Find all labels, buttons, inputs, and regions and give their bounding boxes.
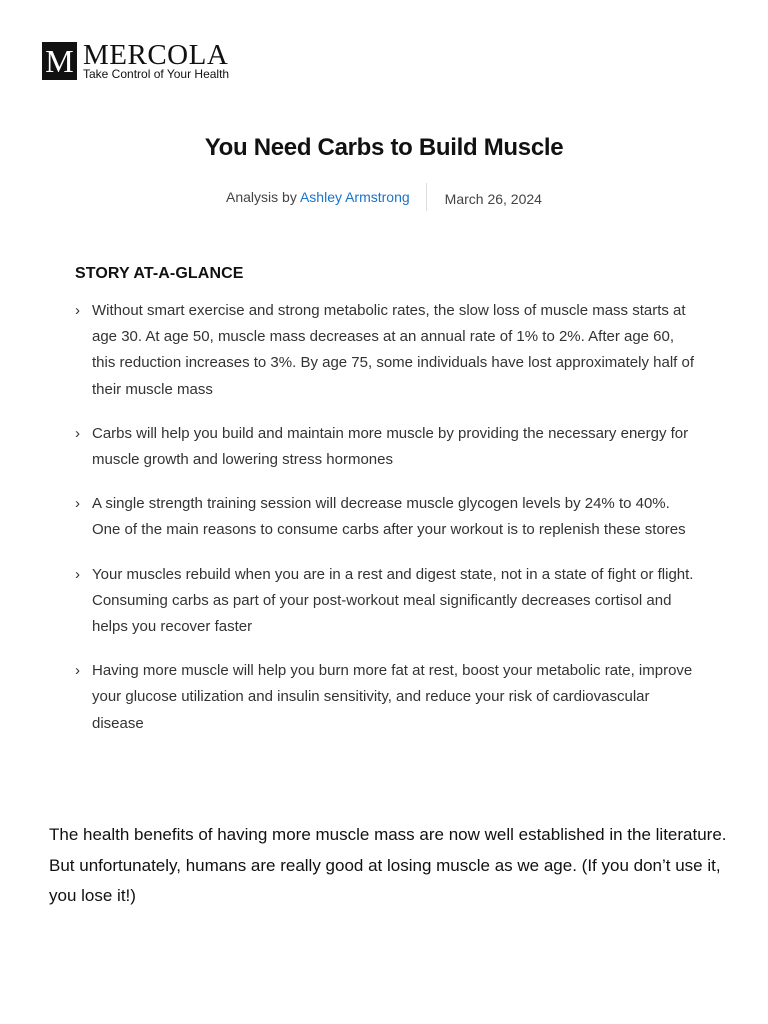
glance-item [75, 491, 695, 543]
chevron-right-icon: › [75, 424, 80, 442]
author-link[interactable]: Ashley Armstrong [299, 189, 410, 205]
byline [0, 183, 768, 211]
publish-date: March 26, 2024 [444, 191, 542, 207]
chevron-right-icon: › [75, 495, 80, 513]
glance-item-text: A single strength training session will decrease muscle glycogen levels by 24% to 40%. One of the main reasons to consume carbs after your workout is to replenish these stores [92, 495, 686, 539]
chevron-right-icon: › [75, 565, 80, 583]
glance-item-text: Carbs will help you build and maintain more muscle by providing the necessary energy for muscle growth and lowering stress hormones [92, 424, 689, 469]
logo-mark: M [42, 42, 77, 80]
logo-text [83, 39, 230, 81]
glance-item-text: Your muscles rebuild when you are in a rest and digest state, not in a state of fight or flight. Consuming carbs as part of your post-workout meal significantly decreases cortisol and helps you recover faster [92, 565, 694, 636]
glance-item [75, 658, 695, 737]
body-paragraph: The health benefits of having more muscle mass are now well established in the literature. But unfortunately, humans are really good at losing muscle as we age. (If you don’t use it, you lose it!) [49, 825, 727, 905]
byline-author-block [226, 189, 426, 205]
glance-heading: STORY AT-A-GLANCE [75, 265, 244, 282]
article-title: You Need Carbs to Build Muscle [204, 134, 564, 161]
mercola-logo[interactable] [42, 39, 230, 81]
logo-tagline: Take Control of Your Health [83, 67, 230, 81]
byline-prefix: Analysis by [226, 189, 297, 205]
glance-item [75, 421, 695, 473]
glance-item-text: Without smart exercise and strong metabolic rates, the slow loss of muscle mass starts at age 30. At age 50, muscle mass decreases at an annual rate of 1% to 2%. After age 60, this reduction increases to 3%. By age 75, some individuals have lost approximately half of their muscle mass [92, 302, 694, 398]
glance-item-text: Having more muscle will help you burn more fat at rest, boost your metabolic rate, improve your glucose utilization and insulin sensitivity, and reduce your risk of cardiovascular disease [92, 662, 693, 732]
glance-item [75, 562, 695, 641]
logo-name: MERCOLA [83, 39, 229, 71]
chevron-right-icon: › [75, 662, 80, 680]
chevron-right-icon: › [75, 302, 80, 319]
glance-list [75, 298, 695, 755]
glance-item [75, 298, 695, 403]
